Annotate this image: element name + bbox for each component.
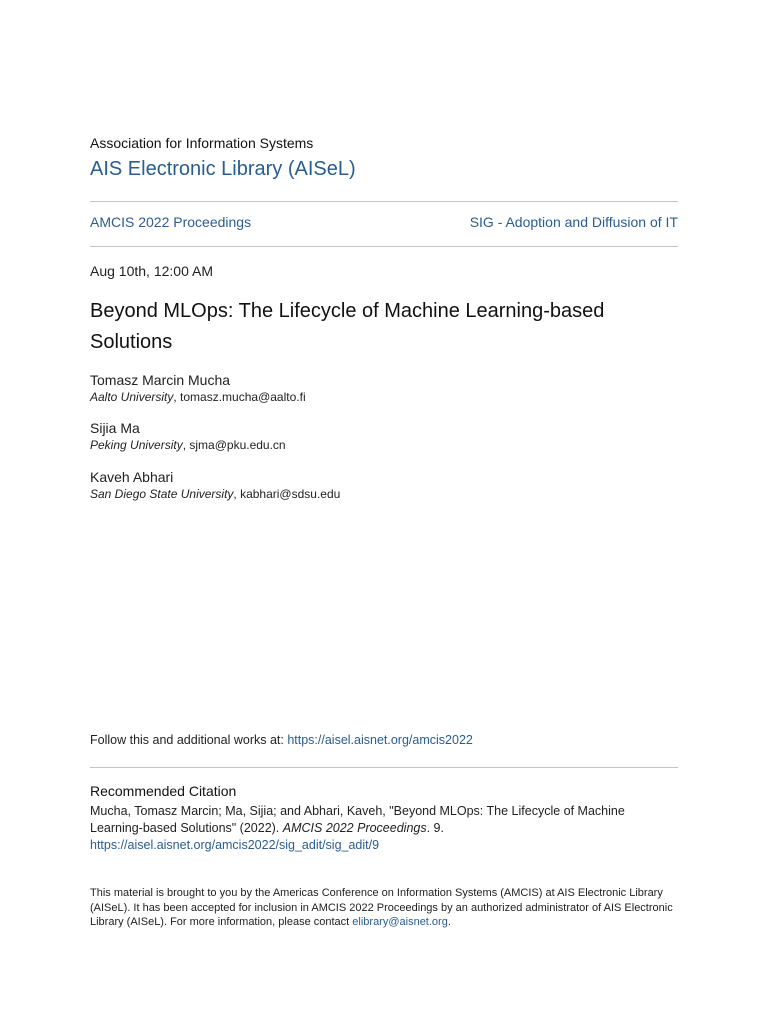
author-institution: Peking University [90, 438, 183, 452]
sig-link[interactable]: SIG - Adoption and Diffusion of IT [469, 214, 678, 230]
organization-name: Association for Information Systems [90, 135, 314, 151]
author-name: Sijia Ma [90, 420, 140, 436]
author-block [90, 469, 340, 502]
author-name: Kaveh Abhari [90, 469, 174, 485]
divider-nav [90, 246, 678, 247]
author-block [90, 372, 306, 405]
footer-text: This material is brought to you by the Americas Conference on Information Systems (AMCIS) at AIS Electronic Library (AISeL). It has been accepted for inclusion in AMCIS 2022 Proceedings by an authorized administrator of AIS Electronic Library (AISeL). For more information, please contact [90, 887, 673, 928]
author-email: , sjma@pku.edu.cn [182, 438, 286, 452]
divider-citation [90, 767, 678, 768]
author-institution: Aalto University [90, 390, 174, 404]
citation-body: Mucha, Tomasz Marcin; Ma, Sijia; and Abhari, Kaveh, "Beyond MLOps: The Lifecycle of Machine Learning-based Solutions" (2022). [90, 804, 625, 835]
citation-number: . 9. [426, 821, 444, 835]
citation-journal: AMCIS 2022 Proceedings [282, 821, 427, 835]
citation-text [90, 803, 680, 854]
author-institution: San Diego State University [90, 487, 234, 501]
recommended-citation-heading: Recommended Citation [90, 783, 237, 799]
author-affiliation [90, 437, 286, 453]
author-affiliation [90, 486, 340, 502]
author-email: , kabhari@sdsu.edu [233, 487, 341, 501]
footer-notice [90, 886, 678, 930]
proceedings-link[interactable]: AMCIS 2022 Proceedings [90, 214, 252, 230]
author-email: , tomasz.mucha@aalto.fi [173, 390, 306, 404]
event-date: Aug 10th, 12:00 AM [90, 263, 213, 279]
author-affiliation [90, 389, 306, 405]
collection-link[interactable]: https://aisel.aisnet.org/amcis2022 [287, 733, 473, 747]
contact-email-link[interactable]: elibrary@aisnet.org [352, 916, 448, 928]
library-link[interactable]: AIS Electronic Library (AISeL) [90, 158, 356, 180]
follow-line [90, 733, 473, 747]
author-block [90, 420, 286, 453]
follow-text: Follow this and additional works at: [90, 733, 288, 747]
divider-top [90, 201, 678, 202]
paper-title: Beyond MLOps: The Lifecycle of Machine Learning-based Solutions [90, 300, 605, 353]
citation-link[interactable]: https://aisel.aisnet.org/amcis2022/sig_adit/sig_adit/9 [90, 838, 380, 852]
author-name: Tomasz Marcin Mucha [90, 372, 231, 388]
footer-end: . [447, 916, 451, 928]
